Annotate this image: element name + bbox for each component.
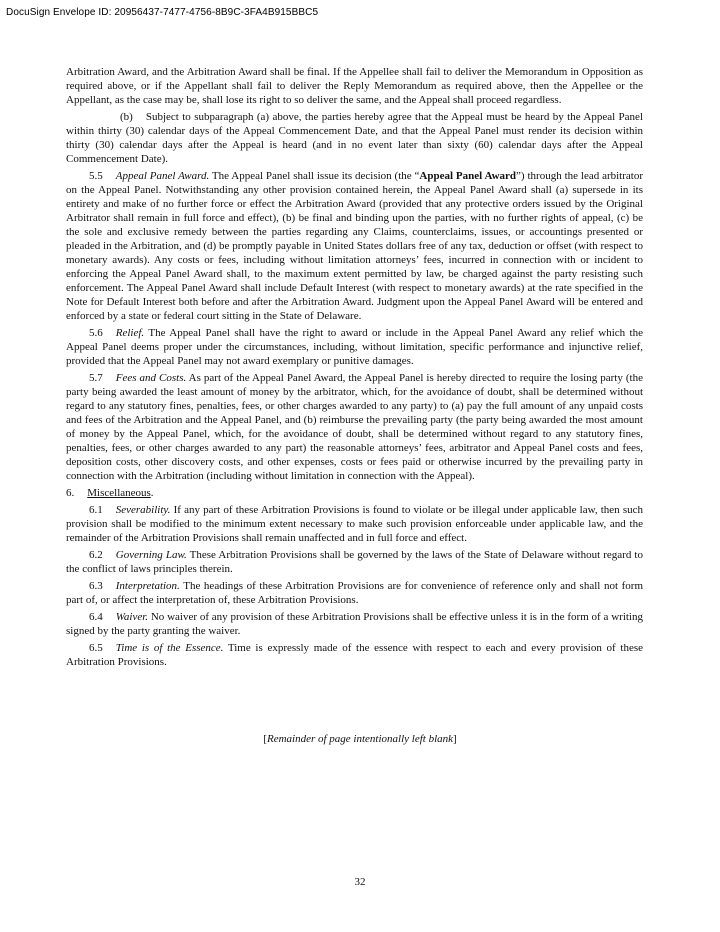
section-text: These Arbitration Provisions shall be governed by the laws of the State of Delaware without regard to the conflict of laws principles therein. [66, 549, 643, 575]
page-number: 32 [354, 876, 366, 888]
section-number: 5.6 [89, 327, 103, 339]
section-number: 5.7 [89, 372, 103, 384]
paragraph-number: (b) [120, 111, 133, 123]
section-number: 6.3 [89, 580, 103, 592]
section-title: Governing Law. [115, 549, 187, 561]
section-6-1 [66, 503, 643, 545]
section-title: Fees and Costs. [115, 372, 187, 384]
section-title: Time is of the Essence. [115, 642, 224, 654]
document-body [66, 65, 643, 672]
section-6-4 [66, 610, 643, 638]
section-number: 6.1 [89, 504, 103, 516]
section-6-3 [66, 579, 643, 607]
section-number: 5.5 [89, 170, 103, 182]
section-title: Waiver. [115, 611, 149, 623]
paragraph-continuation: Arbitration Award, and the Arbitration Award shall be final. If the Appellee shall fail to deliver the Memorandum in Opposition as required above, or if the Appellant shall fail to deliver the Reply Memorandum as required above, then the Appellee or the Appellant, as the case may be, shall lose its right to so deliver the same, and the Appeal shall proceed regardless. [66, 66, 643, 106]
section-text: The Appeal Panel shall have the right to award or include in the Appeal Panel Award any relief which the Appeal Panel deems proper under the circumstances, including, without limitation, specific performance and injunctive relief, provided that the Appeal Panel may not award exemplary or punitive damages. [66, 327, 643, 367]
defined-term: Appeal Panel Award [419, 170, 517, 182]
section-number: 6.4 [89, 611, 103, 623]
paragraph-5-4-b [66, 110, 643, 166]
section-number: 6. [66, 487, 75, 499]
section-text: Time is expressly made of the essence with respect to each and every provision of these Arbitration Provisions. [66, 642, 644, 668]
section-text: No waiver of any provision of these Arbitration Provisions shall be effective unless it is in the form of a writing signed by the party granting the waiver. [66, 611, 643, 637]
section-text: The headings of these Arbitration Provisions are for convenience of reference only and shall not form part of, or affect the interpretation of, these Arbitration Provisions. [66, 580, 643, 606]
remainder-note-text: Remainder of page intentionally left blank [266, 733, 454, 745]
section-title: Severability. [115, 504, 171, 516]
section-text: If any part of these Arbitration Provisions is found to violate or be illegal under applicable law, then such provision shall be modified to the minimum extent necessary to make such provision enforceable under applicable law, and the remainder of the Arbitration Provisions shall remain unaffected and in full force and effect. [66, 504, 643, 544]
section-6-2 [66, 548, 643, 576]
paragraph-text: Subject to subparagraph (a) above, the parties hereby agree that the Appeal must be heard by the Appeal Panel within thirty (30) calendar days of the Appeal Commencement Date, and that the Appeal Panel must render its decision within thirty (30) calendar days after the Appeal is heard (and in no event later than sixty (60) calendar days after the Appeal Commencement Date). [66, 111, 643, 165]
section-title: Miscellaneous [87, 487, 151, 499]
section-title: Relief. [115, 327, 145, 339]
section-6-heading: 6. Miscellaneous. [66, 487, 154, 499]
section-text: As part of the Appeal Panel Award, the Appeal Panel is hereby directed to require the losing party (the party being awarded the least amount of money by the arbitrator, which, for the avoidance of doubt, shall be determined without regard to any statutory fines, penalties, fees, or other charges awarded to any party) to (a) pay the full amount of any unpaid costs and fees of the Arbitration and the Appeal Panel, and (b) reimburse the prevailing party (the party being awarded the most amount of money by the Appeal Panel, which, for the avoidance of doubt, shall be determined without regard to any statutory fines, penalties, fees, or other charges awarded to any part) the reasonable attorneys’ fees, arbitrator and Appeal Panel costs and fees, deposition costs, other discovery costs, and other expenses, costs or fees paid or otherwise incurred by the prevailing party in connection with the Arbitration (including without limitation in connection with the Appeal). [66, 372, 643, 482]
section-number: 6.2 [89, 549, 103, 561]
section-6-5 [66, 641, 643, 669]
section-5-7 [66, 371, 643, 483]
section-text: ”) through the lead arbitrator on the Appeal Panel. Notwithstanding any other provision contained herein, the Appeal Panel Award shall (a) supersede in its entirety and make of no further force or effect the Arbitration Award (provided that any protective orders issued by the Original Arbitrator shall remain in full force and effect), (b) be final and binding upon the parties, with no further rights of appeal, (c) be the sole and exclusive remedy between the parties regarding any Claims, counterclaims, issues, or accountings presented or pleaded in the Arbitration, and (d) be promptly payable in United States dollars free of any tax, deduction or offset (with respect to monetary awards). Any costs or fees, including without limitation attorneys’ fees, incurred in connection with or incident to enforcing the Appeal Panel Award shall, to the maximum extent permitted by law, be charged against the party resisting such enforcement. The Appeal Panel Award shall include Default Interest (with respect to monetary awards) at the rate specified in the Note for Default Interest both before and after the Arbitration Award. Judgment upon the Appeal Panel Award will be entered and enforced by a state or federal court sitting in the State of Delaware. [66, 170, 644, 322]
envelope-id-header: DocuSign Envelope ID: 20956437-7477-4756-8B9C-3FA4B915BBC5 [6, 7, 319, 18]
section-number: 6.5 [89, 642, 103, 654]
section-text: The Appeal Panel shall issue its decision (the “ [209, 170, 420, 182]
remainder-blank-note: [Remainder of page intentionally left blank] [263, 733, 457, 745]
section-5-6 [66, 326, 643, 368]
section-title: Interpretation. [115, 580, 180, 592]
section-title: Appeal Panel Award. [115, 170, 210, 182]
section-5-5 [66, 169, 643, 323]
